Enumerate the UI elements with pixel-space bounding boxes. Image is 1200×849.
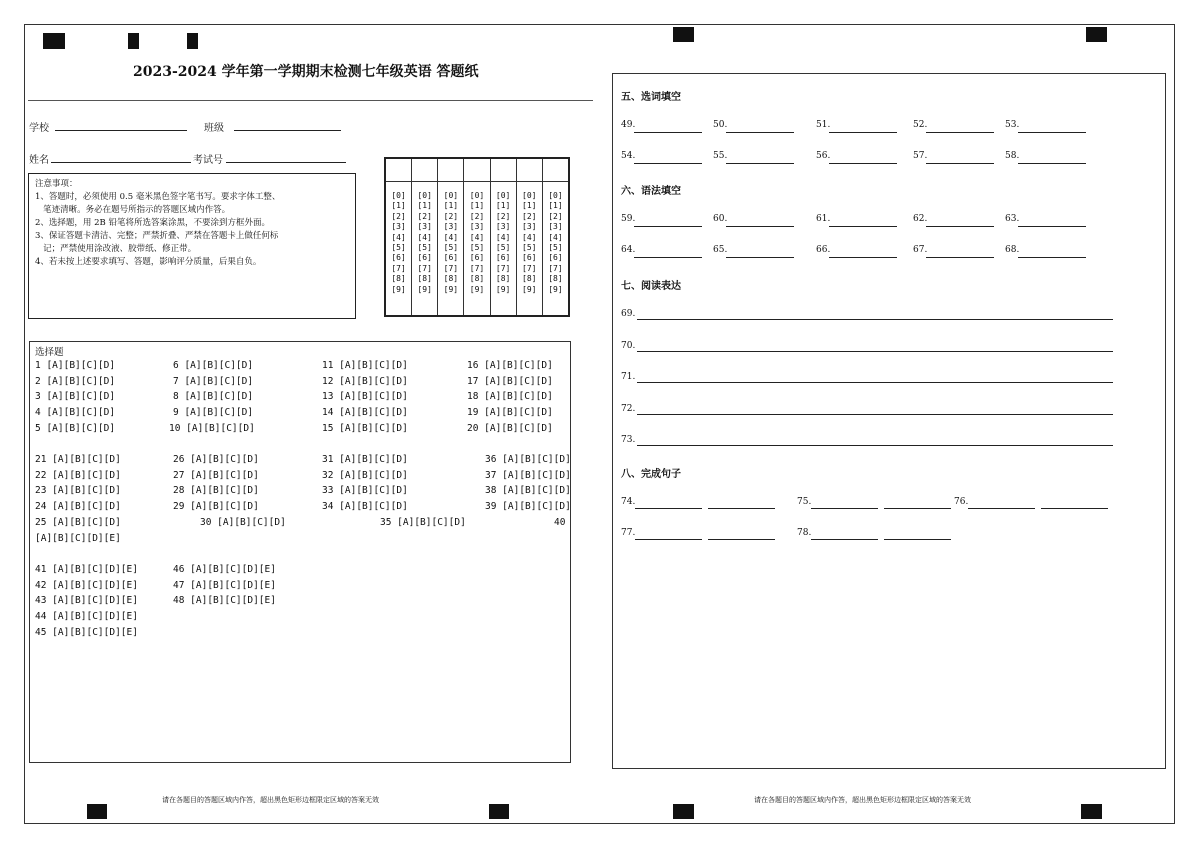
id-bubble[interactable]: [4] — [522, 232, 537, 242]
item-number: 55. — [713, 151, 728, 161]
school-label: 学校 — [29, 123, 49, 134]
answer-blank[interactable] — [634, 132, 702, 133]
school-field[interactable] — [55, 130, 187, 131]
choice-item[interactable]: 41 [A][B][C][D][E] — [35, 564, 138, 575]
answer-blank[interactable] — [884, 508, 951, 509]
id-bubble[interactable]: [1] — [443, 201, 459, 211]
id-bubble[interactable]: [0] — [443, 191, 459, 200]
choice-item[interactable]: 5 [A][B][C][D] — [35, 422, 116, 434]
answer-blank[interactable] — [1018, 163, 1086, 164]
choice-item[interactable]: 29 [A][B][C][D] — [173, 501, 259, 513]
id-bubble[interactable]: [7] — [417, 263, 432, 273]
id-bubble[interactable]: [7] — [469, 263, 485, 273]
choice-item[interactable]: 23 [A][B][C][D] — [35, 485, 121, 497]
notes-line: 笔迹清晰。务必在题号所指示的答题区域内作答。 — [35, 205, 231, 215]
notes-box — [28, 173, 356, 319]
choice-item[interactable]: 18 [A][B][C][D] — [467, 391, 553, 403]
registration-mark — [1086, 27, 1107, 42]
id-bubble[interactable]: [2] — [522, 211, 537, 221]
answer-blank[interactable] — [726, 257, 794, 258]
choice-item[interactable]: 27 [A][B][C][D] — [173, 469, 259, 481]
id-bubble[interactable]: [3] — [548, 222, 563, 232]
id-bubble[interactable]: [1] — [495, 201, 511, 211]
id-bubble[interactable]: [5] — [391, 243, 406, 253]
id-bubble[interactable]: [2] — [417, 211, 432, 221]
choice-item[interactable]: 17 [A][B][C][D] — [467, 375, 553, 387]
choice-item[interactable]: 7 [A][B][C][D] — [173, 375, 254, 387]
item-number: 61. — [816, 214, 831, 224]
item-number: 59. — [621, 214, 636, 224]
registration-mark — [87, 804, 107, 819]
answer-blank[interactable] — [968, 508, 1035, 509]
title-divider — [28, 100, 593, 101]
id-bubble[interactable]: [9] — [469, 284, 485, 294]
choice-item[interactable]: 35 [A][B][C][D] — [380, 517, 466, 528]
id-bubble[interactable]: [9] — [443, 284, 459, 294]
id-bubble[interactable]: [0] — [548, 191, 563, 200]
choice-item[interactable]: 36 [A][B][C][D] — [485, 454, 571, 465]
section-7-heading: 七、阅读表达 — [621, 281, 681, 292]
id-bubble[interactable]: [3] — [391, 222, 406, 232]
id-write-box[interactable] — [412, 159, 437, 182]
choice-section — [29, 341, 571, 763]
id-bubble[interactable]: [2] — [548, 211, 563, 221]
id-bubble[interactable]: [1] — [417, 201, 432, 211]
id-bubble[interactable]: [6] — [469, 253, 485, 263]
id-bubble[interactable]: [4] — [443, 232, 459, 242]
answer-blank[interactable] — [926, 163, 994, 164]
answer-blank[interactable] — [708, 539, 775, 540]
id-bubble[interactable]: [4] — [469, 232, 485, 242]
item-number: 78. — [797, 528, 812, 538]
id-bubble[interactable]: [9] — [548, 284, 563, 294]
id-bubble[interactable]: [3] — [495, 222, 511, 232]
answer-line[interactable] — [637, 414, 1113, 415]
answer-line[interactable] — [637, 319, 1113, 320]
id-digits — [438, 182, 463, 295]
section-5-heading: 五、选词填空 — [621, 92, 681, 103]
id-bubble[interactable]: [8] — [417, 274, 432, 284]
id-column — [412, 159, 438, 315]
id-digits — [386, 182, 411, 295]
choice-item[interactable]: 14 [A][B][C][D] — [322, 407, 408, 419]
id-bubble[interactable]: [6] — [495, 253, 511, 263]
id-bubble[interactable]: [5] — [495, 243, 511, 253]
id-bubble[interactable]: [6] — [391, 253, 406, 263]
id-write-box[interactable] — [491, 159, 516, 182]
id-bubble[interactable]: [9] — [391, 284, 406, 294]
registration-mark — [673, 27, 694, 42]
registration-mark — [673, 804, 694, 819]
choice-item[interactable]: 45 [A][B][C][D][E] — [35, 626, 138, 638]
item-number: 67. — [913, 245, 928, 255]
item-number: 50. — [713, 120, 728, 130]
id-bubble[interactable]: [8] — [495, 274, 511, 284]
choice-item[interactable]: 11 [A][B][C][D] — [322, 360, 408, 371]
id-bubble[interactable]: [1] — [391, 201, 406, 211]
id-column — [386, 159, 412, 315]
id-bubble[interactable]: [4] — [391, 232, 406, 242]
notes-line: 记；严禁使用涂改液、胶带纸、修正带。 — [35, 244, 197, 254]
notes-line: 3、保证答题卡清洁、完整；严禁折叠、严禁在答题卡上做任何标 — [35, 231, 279, 241]
id-bubble[interactable]: [3] — [443, 222, 459, 232]
answer-blank[interactable] — [926, 132, 994, 133]
answer-line[interactable] — [637, 445, 1113, 446]
registration-mark — [1081, 804, 1102, 819]
item-number: 69. — [621, 309, 636, 319]
id-digits — [412, 182, 437, 295]
item-number: 77. — [621, 528, 636, 538]
id-bubble[interactable]: [0] — [391, 191, 406, 200]
choice-item[interactable]: 1 [A][B][C][D] — [35, 360, 116, 371]
answer-line[interactable] — [637, 351, 1113, 352]
id-bubble[interactable]: [2] — [469, 211, 485, 221]
choice-item[interactable]: 38 [A][B][C][D] — [485, 485, 571, 497]
answer-blank[interactable] — [635, 508, 702, 509]
id-bubble[interactable]: [5] — [522, 243, 537, 253]
class-label: 班级 — [204, 123, 224, 134]
item-number: 54. — [621, 151, 636, 161]
item-number: 60. — [713, 214, 728, 224]
id-bubble[interactable]: [0] — [522, 191, 537, 200]
id-bubble[interactable]: [7] — [522, 263, 537, 273]
answer-blank[interactable] — [635, 539, 702, 540]
id-bubble[interactable]: [7] — [391, 263, 406, 273]
name-label: 姓名 — [29, 155, 49, 166]
item-number: 66. — [816, 245, 831, 255]
item-number: 56. — [816, 151, 831, 161]
item-number: 70. — [621, 340, 636, 351]
answer-blank[interactable] — [726, 226, 794, 227]
answer-blank[interactable] — [1041, 508, 1108, 509]
item-number: 75. — [797, 497, 812, 507]
exam-id-grid — [384, 157, 570, 317]
answer-blank[interactable] — [1018, 226, 1086, 227]
id-bubble[interactable]: [0] — [417, 191, 432, 200]
answer-blank[interactable] — [1018, 257, 1086, 258]
choice-item[interactable]: 8 [A][B][C][D] — [173, 391, 254, 403]
id-column — [464, 159, 490, 315]
id-bubble[interactable]: [7] — [495, 263, 511, 273]
id-bubble[interactable]: [8] — [522, 274, 537, 284]
id-write-box[interactable] — [438, 159, 463, 182]
id-write-box[interactable] — [543, 159, 568, 182]
choice-item[interactable]: 12 [A][B][C][D] — [322, 375, 408, 387]
id-digits — [517, 182, 542, 295]
choice-item[interactable]: 25 [A][B][C][D] — [35, 517, 121, 528]
id-bubble[interactable]: [1] — [469, 201, 485, 211]
item-number: 52. — [913, 120, 928, 130]
choice-item[interactable]: 31 [A][B][C][D] — [322, 454, 408, 465]
notes-line: 2、选择题，用 2B 铅笔将所选答案涂黑，不要涂到方框外面。 — [35, 218, 270, 228]
id-bubble[interactable]: [9] — [417, 284, 432, 294]
id-bubble[interactable]: [8] — [391, 274, 406, 284]
item-number: 68. — [1005, 245, 1020, 255]
choice-item[interactable]: 20 [A][B][C][D] — [467, 422, 553, 434]
notes-line: 1、答题时，必须使用 0.5 毫米黑色签字笔书写。要求字体工整、 — [35, 192, 281, 202]
section-6-heading: 六、语法填空 — [621, 186, 681, 197]
choice-heading: 选择题 — [35, 347, 64, 358]
choice-item[interactable]: 21 [A][B][C][D] — [35, 454, 121, 465]
item-number: 73. — [621, 435, 636, 445]
section-8-heading: 八、完成句子 — [621, 469, 681, 480]
exam-no-field[interactable] — [226, 162, 346, 163]
answer-blank[interactable] — [726, 163, 794, 164]
answer-blank[interactable] — [1018, 132, 1086, 133]
page-title: 2023-2024 学年第一学期期末检测七年级英语 答题纸 — [133, 64, 479, 80]
choice-item[interactable]: 24 [A][B][C][D] — [35, 501, 121, 513]
registration-mark — [128, 33, 139, 49]
id-bubble[interactable]: [4] — [495, 232, 511, 242]
id-bubble[interactable]: [7] — [443, 263, 459, 273]
item-number: 51. — [816, 120, 831, 130]
registration-mark — [489, 804, 509, 819]
id-bubble[interactable]: [1] — [548, 201, 563, 211]
id-digits — [543, 182, 568, 295]
choice-item[interactable]: 26 [A][B][C][D] — [173, 454, 259, 465]
answer-line[interactable] — [637, 382, 1113, 383]
choice-item[interactable]: 46 [A][B][C][D][E] — [173, 564, 276, 575]
id-bubble[interactable]: [4] — [417, 232, 432, 242]
answer-blank[interactable] — [829, 163, 897, 164]
id-bubble[interactable]: [5] — [469, 243, 485, 253]
choice-item[interactable]: 44 [A][B][C][D][E] — [35, 611, 138, 623]
id-bubble[interactable]: [3] — [522, 222, 537, 232]
id-bubble[interactable]: [4] — [548, 232, 563, 242]
id-column — [517, 159, 543, 315]
item-number: 57. — [913, 151, 928, 161]
id-write-box[interactable] — [464, 159, 489, 182]
id-bubble[interactable]: [3] — [469, 222, 485, 232]
id-bubble[interactable]: [5] — [417, 243, 432, 253]
id-bubble[interactable]: [9] — [522, 284, 537, 294]
id-column — [543, 159, 568, 315]
subjective-panel — [612, 73, 1166, 769]
item-number: 65. — [713, 245, 728, 255]
choice-item[interactable]: 4 [A][B][C][D] — [35, 407, 116, 419]
id-bubble[interactable]: [8] — [469, 274, 485, 284]
item-number: 76. — [954, 497, 969, 507]
id-bubble[interactable]: [6] — [548, 253, 563, 263]
item-number: 53. — [1005, 120, 1020, 130]
answer-blank[interactable] — [926, 257, 994, 258]
item-number: 72. — [621, 403, 636, 414]
footer-note: 请在各题目的答题区域内作答，超出黑色矩形边框限定区域的答案无效 — [754, 796, 971, 804]
item-number: 58. — [1005, 151, 1020, 161]
choice-item[interactable]: 48 [A][B][C][D][E] — [173, 595, 276, 607]
id-bubble[interactable]: [6] — [443, 253, 459, 263]
id-bubble[interactable]: [2] — [495, 211, 511, 221]
name-field[interactable] — [51, 162, 191, 163]
choice-item[interactable]: 33 [A][B][C][D] — [322, 485, 408, 497]
answer-blank[interactable] — [811, 539, 878, 540]
id-bubble[interactable]: [5] — [548, 243, 563, 253]
choice-item[interactable]: 34 [A][B][C][D] — [322, 501, 408, 513]
id-bubble[interactable]: [9] — [495, 284, 511, 294]
item-number: 49. — [621, 120, 636, 130]
choice-item[interactable]: 2 [A][B][C][D] — [35, 375, 116, 387]
choice-item[interactable]: 16 [A][B][C][D] — [467, 360, 553, 371]
class-field[interactable] — [234, 130, 341, 131]
choice-item[interactable]: 32 [A][B][C][D] — [322, 469, 408, 481]
choice-item[interactable]: 40 — [554, 517, 566, 528]
answer-blank[interactable] — [708, 508, 775, 509]
item-number: 64. — [621, 245, 636, 255]
answer-blank[interactable] — [829, 132, 897, 133]
choice-item[interactable]: 13 [A][B][C][D] — [322, 391, 408, 403]
id-bubble[interactable]: [8] — [548, 274, 563, 284]
choice-item[interactable]: 10 [A][B][C][D] — [169, 422, 255, 434]
choice-item[interactable]: [A][B][C][D][E] — [35, 533, 121, 544]
id-bubble[interactable]: [1] — [522, 201, 537, 211]
id-bubble[interactable]: [6] — [417, 253, 432, 263]
choice-item[interactable]: 30 [A][B][C][D] — [200, 517, 286, 528]
id-bubble[interactable]: [5] — [443, 243, 459, 253]
exam-no-label: 考试号 — [193, 155, 223, 166]
id-write-box[interactable] — [517, 159, 542, 182]
answer-blank[interactable] — [634, 163, 702, 164]
item-number: 71. — [621, 372, 636, 382]
choice-item[interactable]: 3 [A][B][C][D] — [35, 391, 116, 403]
id-write-box[interactable] — [386, 159, 411, 182]
item-number: 62. — [913, 214, 928, 224]
choice-item[interactable]: 37 [A][B][C][D] — [485, 469, 571, 481]
answer-blank[interactable] — [811, 508, 878, 509]
choice-item[interactable]: 42 [A][B][C][D][E] — [35, 579, 138, 591]
id-bubble[interactable]: [0] — [495, 191, 511, 200]
choice-item[interactable]: 19 [A][B][C][D] — [467, 407, 553, 419]
answer-blank[interactable] — [884, 539, 951, 540]
id-bubble[interactable]: [0] — [469, 191, 485, 200]
id-bubble[interactable]: [3] — [417, 222, 432, 232]
answer-blank[interactable] — [829, 226, 897, 227]
notes-line: 4、若未按上述要求填写、答题，影响评分质量，后果自负。 — [35, 257, 262, 267]
choice-item[interactable]: 6 [A][B][C][D] — [173, 360, 254, 371]
choice-item[interactable]: 9 [A][B][C][D] — [173, 407, 254, 419]
id-digits — [491, 182, 516, 295]
choice-item[interactable]: 43 [A][B][C][D][E] — [35, 595, 138, 607]
registration-mark — [43, 33, 65, 49]
id-digits — [464, 182, 489, 295]
id-column — [491, 159, 517, 315]
answer-blank[interactable] — [829, 257, 897, 258]
choice-item[interactable]: 28 [A][B][C][D] — [173, 485, 259, 497]
footer-note: 请在各题目的答题区域内作答，超出黑色矩形边框限定区域的答案无效 — [162, 796, 379, 804]
answer-blank[interactable] — [634, 257, 702, 258]
id-bubble[interactable]: [2] — [443, 211, 459, 221]
choice-item[interactable]: 15 [A][B][C][D] — [322, 422, 408, 434]
id-bubble[interactable]: [2] — [391, 211, 406, 221]
id-bubble[interactable]: [8] — [443, 274, 459, 284]
registration-mark — [187, 33, 198, 49]
id-bubble[interactable]: [6] — [522, 253, 537, 263]
choice-item[interactable]: 39 [A][B][C][D] — [485, 501, 571, 513]
item-number: 63. — [1005, 214, 1020, 224]
item-number: 74. — [621, 497, 636, 507]
choice-item[interactable]: 47 [A][B][C][D][E] — [173, 579, 276, 591]
answer-blank[interactable] — [926, 226, 994, 227]
choice-item[interactable]: 22 [A][B][C][D] — [35, 469, 121, 481]
answer-blank[interactable] — [634, 226, 702, 227]
answer-blank[interactable] — [726, 132, 794, 133]
notes-heading: 注意事项： — [35, 179, 78, 189]
id-bubble[interactable]: [7] — [548, 263, 563, 273]
id-column — [438, 159, 464, 315]
